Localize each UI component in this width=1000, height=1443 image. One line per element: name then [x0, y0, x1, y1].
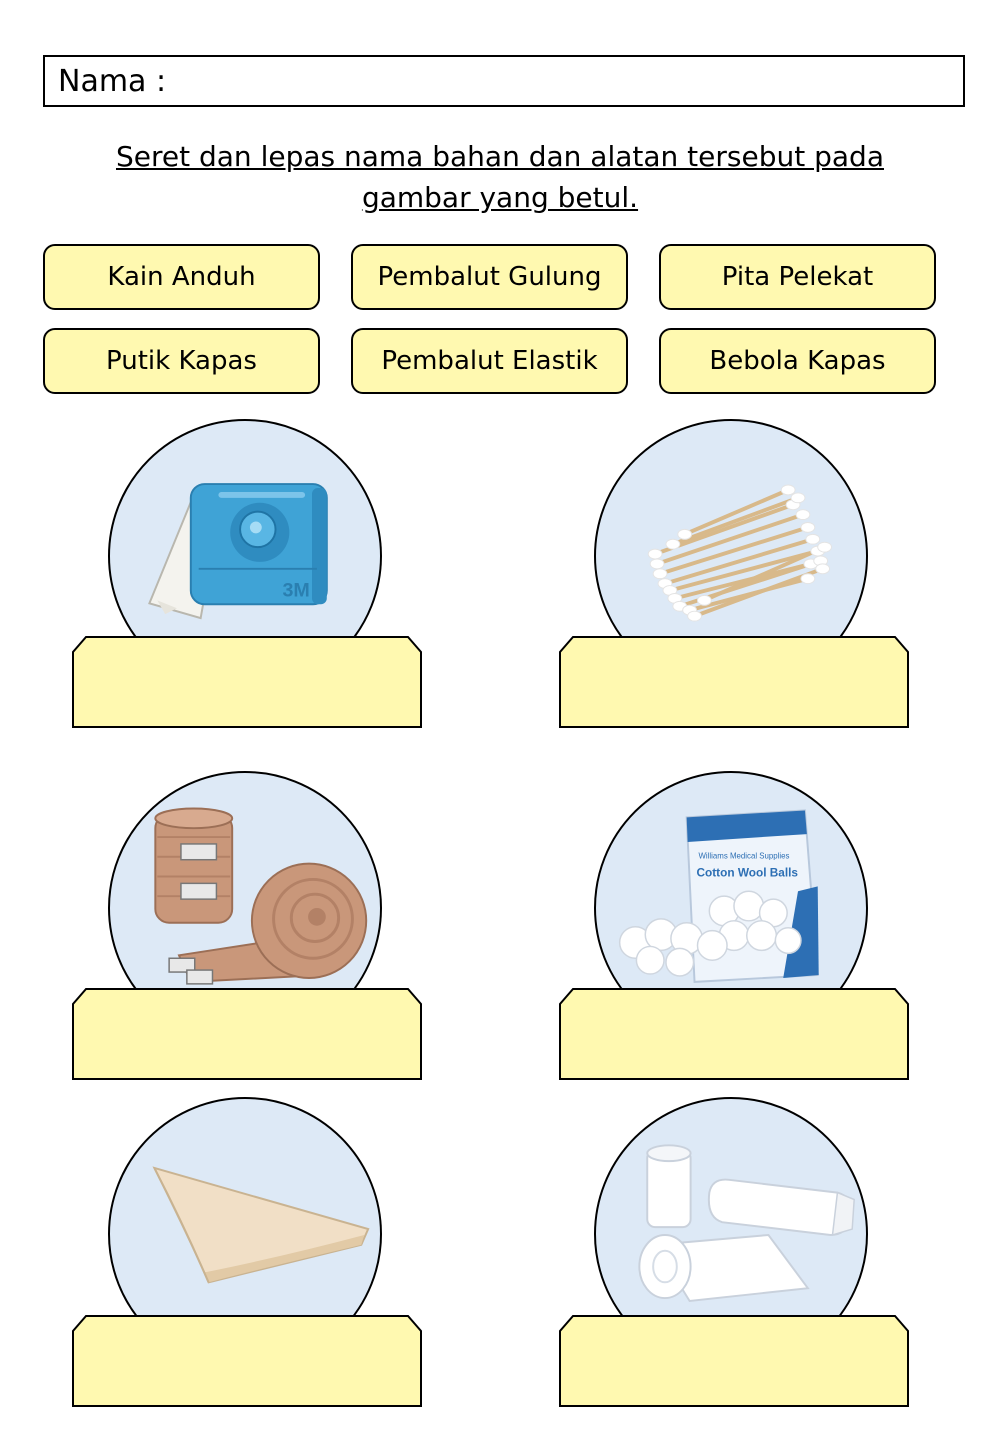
drop-zone-roller-bandage-shape	[559, 1315, 909, 1407]
word-chip-bebola-kapas[interactable]: Bebola Kapas	[659, 328, 936, 394]
drop-zone-roller-bandage[interactable]	[559, 1315, 909, 1407]
drop-zone-cotton-buds[interactable]	[559, 636, 909, 728]
name-field[interactable]	[43, 55, 965, 107]
cotton-bag-brand-text: Williams Medical Supplies	[698, 851, 790, 861]
drop-zone-triangular-bandage[interactable]	[72, 1315, 422, 1407]
drop-zone-cotton-balls[interactable]	[559, 988, 909, 1080]
drop-zone-tape-shape	[72, 636, 422, 728]
word-chip-pembalut-elastik[interactable]: Pembalut Elastik	[351, 328, 628, 394]
drop-zone-cotton-balls-shape	[559, 988, 909, 1080]
cotton-bag-title-text: Cotton Wool Balls	[696, 865, 799, 880]
name-label: Nama :	[58, 64, 167, 99]
drop-zone-tape[interactable]	[72, 636, 422, 728]
word-chip-putik-kapas[interactable]: Putik Kapas	[43, 328, 320, 394]
word-chip-pembalut-gulung[interactable]: Pembalut Gulung	[351, 244, 628, 310]
drop-zone-cotton-buds-shape	[559, 636, 909, 728]
instructions-text: Seret dan lepas nama bahan dan alatan tersebut pada gambar yang betul.	[116, 140, 884, 214]
drop-zone-triangular-bandage-shape	[72, 1315, 422, 1407]
drop-zone-elastic-bandage-shape	[72, 988, 422, 1080]
word-chip-pita-pelekat[interactable]: Pita Pelekat	[659, 244, 936, 310]
tape-brand-text: 3M	[282, 579, 310, 602]
word-chip-kain-anduh[interactable]: Kain Anduh	[43, 244, 320, 310]
drop-zone-elastic-bandage[interactable]	[72, 988, 422, 1080]
